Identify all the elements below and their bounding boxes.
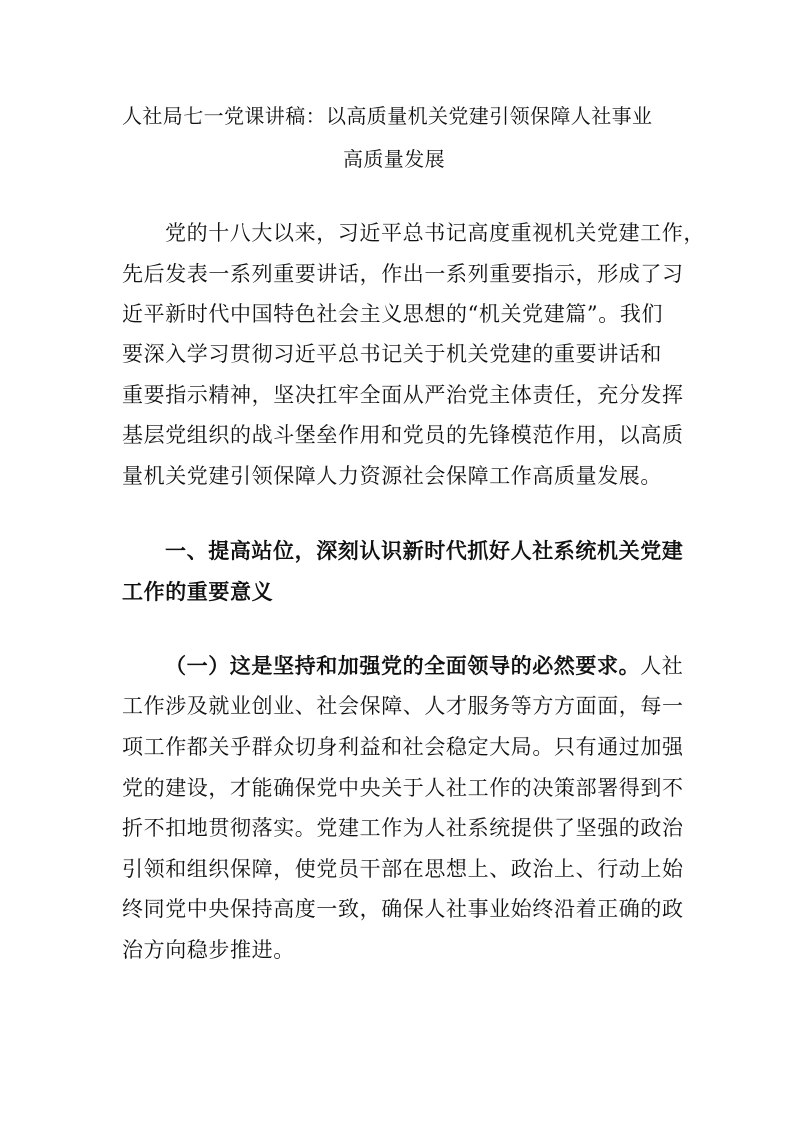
subsection-1-line-3: 项工作都关乎群众切身利益和社会稳定大局。只有通过加强 (122, 735, 684, 759)
intro-line-2: 先后发表一系列重要讲话，作出一系列重要指示，形成了习 (122, 262, 684, 286)
intro-line-7: 量机关党建引领保障人力资源社会保障工作高质量发展。 (122, 464, 662, 488)
subsection-1-first-line (165, 654, 683, 678)
intro-line-3: 近平新时代中国特色社会主义思想的“机关党建篇”。我们 (122, 302, 664, 326)
subsection-1-line-6: 引领和组织保障，使党员干部在思想上、政治上、行动上始 (122, 857, 684, 881)
subsection-1-line-7: 终同党中央保持高度一致，确保人社事业始终沿着正确的政 (122, 897, 684, 921)
subsection-1-line-8: 治方向稳步推进。 (122, 938, 295, 962)
section-1-heading-line-2: 工作的重要意义 (122, 579, 274, 604)
subsection-1-line-5: 折不扣地贯彻落实。党建工作为人社系统提供了坚强的政治 (122, 816, 684, 840)
document-title-line-1: 人社局七一党课讲稿：以高质量机关党建引领保障人社事业 (122, 104, 653, 128)
subsection-1-first-line-rest: 人社 (640, 654, 684, 678)
subsection-1-line-2: 工作涉及就业创业、社会保障、人才服务等方方面面，每一 (122, 694, 684, 718)
subsection-1-line-4: 党的建设，才能确保党中央关于人社工作的决策部署得到不 (122, 776, 684, 800)
intro-line-1: 党的十八大以来，习近平总书记高度重视机关党建工作， (165, 221, 705, 245)
intro-line-4: 要深入学习贯彻习近平总书记关于机关党建的重要讲话和 (122, 342, 662, 366)
document-title-line-2: 高质量发展 (343, 147, 445, 171)
subsection-1-heading: （一）这是坚持和加强党的全面领导的必然要求。 (165, 653, 641, 678)
intro-line-6: 基层党组织的战斗堡垒作用和党员的先锋模范作用，以高质 (122, 423, 684, 447)
section-1-heading-line-1: 一、提高站位，深刻认识新时代抓好人社系统机关党建 (165, 538, 684, 563)
intro-line-5: 重要指示精神，坚决扛牢全面从严治党主体责任，充分发挥 (122, 383, 684, 407)
